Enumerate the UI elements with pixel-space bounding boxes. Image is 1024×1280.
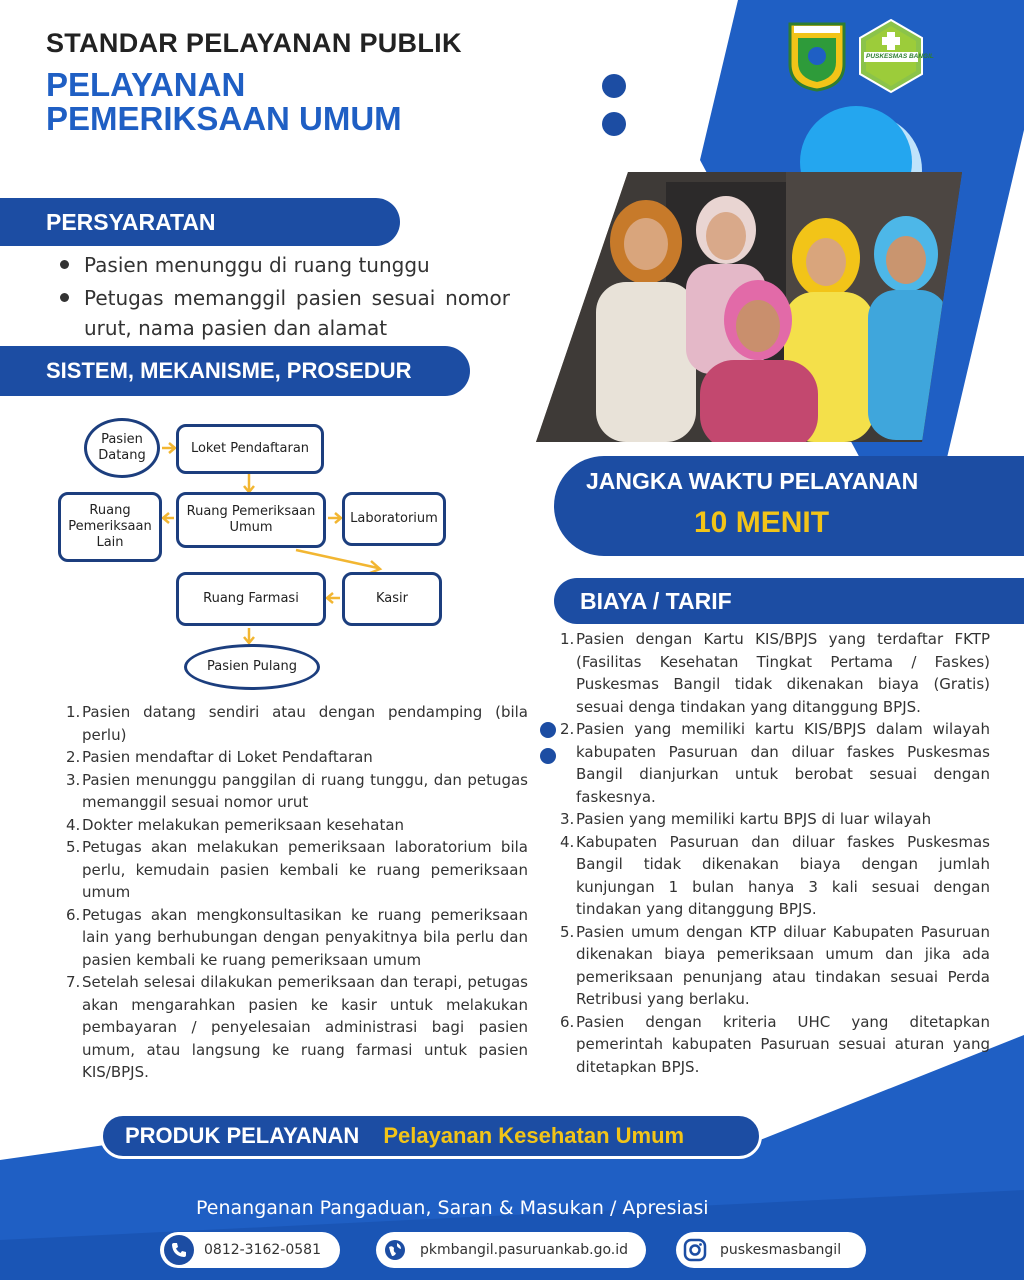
flow-node-label: Pasien Datang [98, 432, 146, 463]
persyaratan-heading-text: PERSYARATAN [46, 208, 216, 235]
phone-number: 0812-3162-0581 [204, 1242, 321, 1258]
biaya-heading-text: BIAYA / TARIF [580, 587, 732, 614]
flow-node-pulang [184, 644, 320, 690]
flow-node-laboratorium [342, 492, 446, 546]
flow-node-label: Loket Pendaftaran [190, 441, 310, 456]
procedure-step: 4. Dokter melakukan pemeriksaan kesehatan [66, 815, 405, 834]
flow-node-label: Ruang Farmasi [203, 591, 299, 606]
flow-node-farmasi [176, 572, 326, 626]
page-title-line2: PEMERIKSAAN UMUM [46, 100, 402, 137]
procedure-step-text: Pasien mendaftar di Loket Pendaftaran [82, 748, 373, 766]
biaya-item-text: Pasien dengan Kartu KIS/BPJS yang terdaftar FKTP (Fasilitas Kesehatan Tingkat Pertama / Faskes) Puskesmas Bangil tidak dikenakan biaya (Gratis) sesuai denga tindakan yang ditanggung BPJS. [576, 630, 990, 716]
procedure-step: 5. Petugas akan melakukan pemeriksaan laboratorium bila perlu, kemudain pasien kembali ke ruang pemeriksaan umum [66, 838, 528, 901]
procedure-step: 3. Pasien menunggu panggilan di ruang tunggu, dan petugas memanggil sesuai nomor urut [66, 770, 528, 811]
biaya-list [562, 628, 990, 1078]
website-url: pkmbangil.pasuruankab.go.id [420, 1242, 629, 1258]
page-subtitle: STANDAR PELAYANAN PUBLIK [46, 28, 462, 58]
phone-contact[interactable] [160, 1232, 340, 1268]
flow-node-label: Laboratorium [350, 511, 438, 526]
flow-node-ruang-umum [176, 492, 326, 548]
globe-icon [380, 1235, 410, 1265]
procedure-step-text: Dokter melakukan pemeriksaan kesehatan [82, 815, 405, 834]
puskesmas-logo [858, 18, 934, 94]
biaya-item-text: Kabupaten Pasuruan dan diluar faskes Puskesmas Bangil tidak dikenakan biaya dengan jumlah kunjungan 1 bulan hanya 3 kali sesuai dengan tindakan yang ditanggung BPJS. [576, 832, 990, 918]
procedure-step-text: Pasien menunggu panggilan di ruang tunggu, dan petugas memanggil sesuai nomor urut [82, 770, 528, 811]
jangka-waktu-value: 10 MENIT [694, 506, 830, 539]
biaya-item-text: Pasien yang memiliki kartu KIS/BPJS dalam wilayah kabupaten Pasuruan dan diluar faskes Puskesmas Bangil dianjurkan untuk berobat sesuai dengan faskesnya. [576, 720, 990, 806]
procedure-step-text: Petugas akan melakukan pemeriksaan laboratorium bila perlu, kemudain pasien kembali ke ruang pemeriksaan umum [82, 838, 528, 901]
biaya-item-text: Pasien dengan kriteria UHC yang ditetapkan pemerintah kabupaten Pasuruan sesuai aturan yang ditetapkan BPJS. [576, 1012, 990, 1076]
procedure-step-text: Setelah selesai dilakukan pemeriksaan dan terapi, petugas akan mengarahkan pasien ke kasir untuk melakukan pembayaran / penyelesaian administrasi bagi pasien umum, atau langsung ke ruang farmasi untuk pasien KIS/BPJS. [82, 973, 528, 1081]
procedure-step-text: Pasien datang sendiri atau dengan pendamping (bila perlu) [82, 703, 528, 744]
flow-node-pasien-datang [84, 418, 160, 478]
biaya-item: 2. Pasien yang memiliki kartu KIS/BPJS dalam wilayah kabupaten Pasuruan dan diluar faskes Puskesmas Bangil dianjurkan untuk berobat sesuai dengan faskesnya. [560, 720, 990, 806]
persyaratan-item: Petugas memanggil pasien sesuai nomor urut, nama pasien dan alamat [58, 283, 510, 343]
procedure-step-text: Petugas akan mengkonsultasikan ke ruang pemeriksaan lain yang berhubungan dengan penyakitnya bila perlu dan pasien kembali ke ruang pemeriksaan umum [82, 905, 528, 969]
procedure-step: 1. Pasien datang sendiri atau dengan pendamping (bila perlu) [66, 703, 528, 744]
flow-node-ruang-lain [58, 492, 162, 562]
flow-node-label: Ruang Pemeriksaan Umum [186, 504, 316, 535]
page-title-line1: PELAYANAN [46, 66, 246, 103]
website-contact[interactable] [376, 1232, 646, 1268]
sistem-heading-text: SISTEM, MEKANISME, PROSEDUR [46, 358, 412, 383]
biaya-item: 6. Pasien dengan kriteria UHC yang ditetapkan pemerintah kabupaten Pasuruan sesuai aturan yang ditetapkan BPJS. [560, 1012, 990, 1076]
staff-photo [536, 172, 962, 442]
phone-icon [164, 1235, 194, 1265]
biaya-item: 3. Pasien yang memiliki kartu BPJS di luar wilayah [560, 810, 932, 828]
flow-node-label: Kasir [376, 591, 408, 606]
produk-label: PRODUK PELAYANAN [125, 1123, 360, 1148]
procedure-step: 7. Setelah selesai dilakukan pemeriksaan dan terapi, petugas akan mengarahkan pasien ke kasir untuk melakukan pembayaran / penyelesaian administrasi bagi pasien umum, atau langsung ke ruang farmasi untuk pasien KIS/BPJS. [66, 973, 528, 1081]
puskesmas-logo-label: PUSKESMAS BANGIL [866, 53, 934, 60]
biaya-heading [554, 578, 1024, 624]
biaya-item: 1. Pasien dengan Kartu KIS/BPJS yang terdaftar FKTP (Fasilitas Kesehatan Tingkat Pertama / Faskes) Puskesmas Bangil tidak dikenakan biaya (Gratis) sesuai denga tindakan yang ditanggung BPJS. [560, 630, 990, 716]
procedure-steps [68, 701, 528, 1084]
flow-node-label: Pasien Pulang [207, 659, 297, 674]
instagram-icon [680, 1235, 710, 1265]
jangka-waktu-heading: JANGKA WAKTU PELAYANAN [586, 468, 919, 494]
persyaratan-item: Pasien menunggu di ruang tunggu [58, 250, 510, 280]
flow-node-kasir [342, 572, 442, 626]
regency-logo [786, 20, 848, 92]
footer-heading: Penanganan Pangaduan, Saran & Masukan / Apresiasi [196, 1197, 709, 1219]
jangka-waktu-panel [554, 456, 1024, 556]
procedure-step: 2. Pasien mendaftar di Loket Pendaftaran [66, 748, 373, 766]
procedure-step: 6. Petugas akan mengkonsultasikan ke ruang pemeriksaan lain yang berhubungan dengan penyakitnya bila perlu dan pasien kembali ke ruang pemeriksaan umum [66, 905, 528, 969]
biaya-item: 5. Pasien umum dengan KTP diluar Kabupaten Pasuruan dikenakan biaya pemeriksaan umum dan jika ada pemeriksaan penunjang atau tindakan sesuai Perda Retribusi yang berlaku. [560, 922, 990, 1008]
flow-node-loket [176, 424, 324, 474]
instagram-handle: puskesmasbangil [720, 1242, 842, 1258]
biaya-item-text: Pasien umum dengan KTP diluar Kabupaten Pasuruan dikenakan biaya pemeriksaan umum dan jika ada pemeriksaan penunjang atau tindakan sesuai Perda Retribusi yang berlaku. [576, 922, 990, 1008]
flow-node-label: Ruang Pemeriksaan Lain [68, 503, 152, 550]
biaya-item-text: Pasien yang memiliki kartu BPJS di luar wilayah [576, 810, 932, 828]
instagram-contact[interactable] [676, 1232, 866, 1268]
biaya-item: 4. Kabupaten Pasuruan dan diluar faskes Puskesmas Bangil tidak dikenakan biaya dengan jumlah kunjungan 1 bulan hanya 3 kali sesuai dengan tindakan yang ditanggung BPJS. [560, 832, 990, 918]
produk-value: Pelayanan Kesehatan Umum [383, 1123, 685, 1148]
produk-pelayanan-bar [100, 1113, 762, 1159]
